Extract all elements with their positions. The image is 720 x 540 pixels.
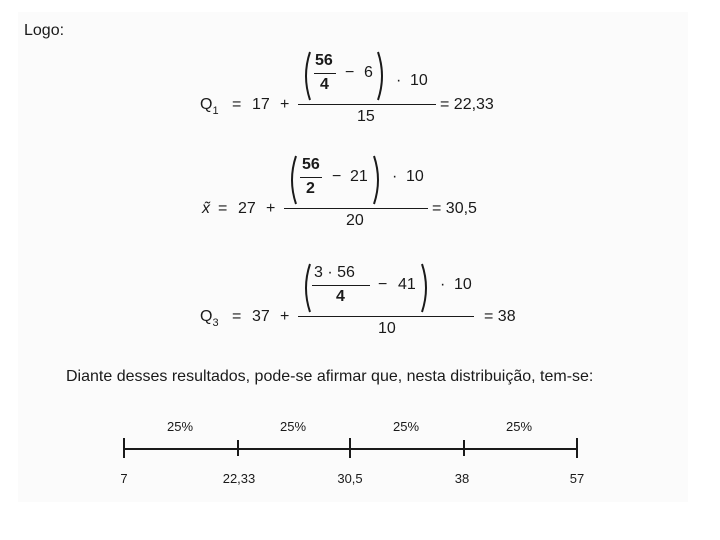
- scanned-page: [18, 12, 688, 502]
- q3-left-paren: [300, 262, 312, 314]
- q1-letter: Q: [200, 96, 213, 113]
- intro-label: Logo:: [24, 22, 65, 39]
- q3-subscript: 3: [212, 317, 219, 329]
- segment-label-1: 25%: [166, 419, 194, 434]
- q1-minus: −: [345, 64, 355, 81]
- q3-symbol: [200, 308, 219, 329]
- median-dot: ·: [392, 168, 398, 185]
- q3-amplitude: 10: [454, 276, 472, 293]
- q1-dot: ·: [396, 72, 402, 89]
- q1-left-paren: [300, 50, 312, 102]
- median-equals: =: [218, 200, 228, 217]
- q1-inner-denominator: 4: [320, 76, 329, 93]
- tick-median: [349, 438, 351, 458]
- tick-max: [576, 438, 578, 458]
- q3-letter: Q: [200, 308, 213, 325]
- tick-label-max: 57: [569, 471, 585, 486]
- q3-inner-denominator: 4: [336, 288, 345, 305]
- q1-frequency: 15: [357, 108, 375, 125]
- median-inner-denominator: 2: [306, 180, 315, 197]
- q3-right-paren: [420, 262, 432, 314]
- tick-min: [123, 438, 125, 458]
- q3-equals: =: [232, 308, 242, 325]
- q3-inner-fraction-bar: [312, 285, 370, 286]
- q3-inner-numerator-dot: ·: [327, 264, 333, 281]
- tick-q1: [237, 440, 239, 456]
- q3-plus: +: [280, 308, 290, 325]
- median-symbol: x̃: [202, 200, 210, 217]
- q1-result: = 22,33: [440, 96, 494, 113]
- q1-plus: +: [280, 96, 290, 113]
- median-left-paren: [286, 154, 298, 206]
- median-plus: +: [266, 200, 276, 217]
- q1-amplitude: 10: [410, 72, 428, 89]
- median-right-paren: [372, 154, 384, 206]
- q1-right-paren: [376, 50, 388, 102]
- median-amplitude: 10: [406, 168, 424, 185]
- q1-inner-numerator: 56: [315, 52, 333, 69]
- q3-lower-limit: 37: [252, 308, 270, 325]
- median-inner-subtrahend: 21: [350, 168, 368, 185]
- segment-label-4: 25%: [505, 419, 533, 434]
- q1-lower-limit: 17: [252, 96, 270, 113]
- median-result: = 30,5: [432, 200, 477, 217]
- q3-inner-numerator-factor: 3: [314, 264, 323, 281]
- q3-inner-numerator: [314, 264, 355, 282]
- q3-result: = 38: [484, 308, 516, 325]
- q3-minus: −: [378, 276, 388, 293]
- median-frequency: 20: [346, 212, 364, 229]
- median-inner-fraction-bar: [300, 177, 322, 178]
- tick-label-q3: 38: [454, 471, 470, 486]
- tick-label-min: 7: [120, 471, 128, 486]
- q1-inner-subtrahend: 6: [364, 64, 373, 81]
- median-inner-numerator: 56: [302, 156, 320, 173]
- segment-label-3: 25%: [392, 419, 420, 434]
- q1-subscript: 1: [212, 105, 219, 117]
- q1-symbol: [200, 96, 219, 117]
- q1-inner-fraction-bar: [314, 73, 336, 74]
- median-lower-limit: 27: [238, 200, 256, 217]
- tick-label-median: 30,5: [337, 471, 363, 486]
- q1-main-fraction-bar: [298, 104, 436, 105]
- q1-equals: =: [232, 96, 242, 113]
- tick-q3: [463, 440, 465, 456]
- segment-label-2: 25%: [279, 419, 307, 434]
- conclusion-text: Diante desses resultados, pode-se afirmar que, nesta distribuição, tem-se:: [66, 368, 594, 385]
- q3-dot: ·: [440, 276, 446, 293]
- median-minus: −: [332, 168, 342, 185]
- q3-frequency: 10: [378, 320, 396, 337]
- tick-label-q1: 22,33: [222, 471, 256, 486]
- q3-main-fraction-bar: [298, 316, 474, 317]
- q3-inner-subtrahend: 41: [398, 276, 416, 293]
- median-main-fraction-bar: [284, 208, 428, 209]
- q3-inner-numerator-n: 56: [337, 264, 355, 281]
